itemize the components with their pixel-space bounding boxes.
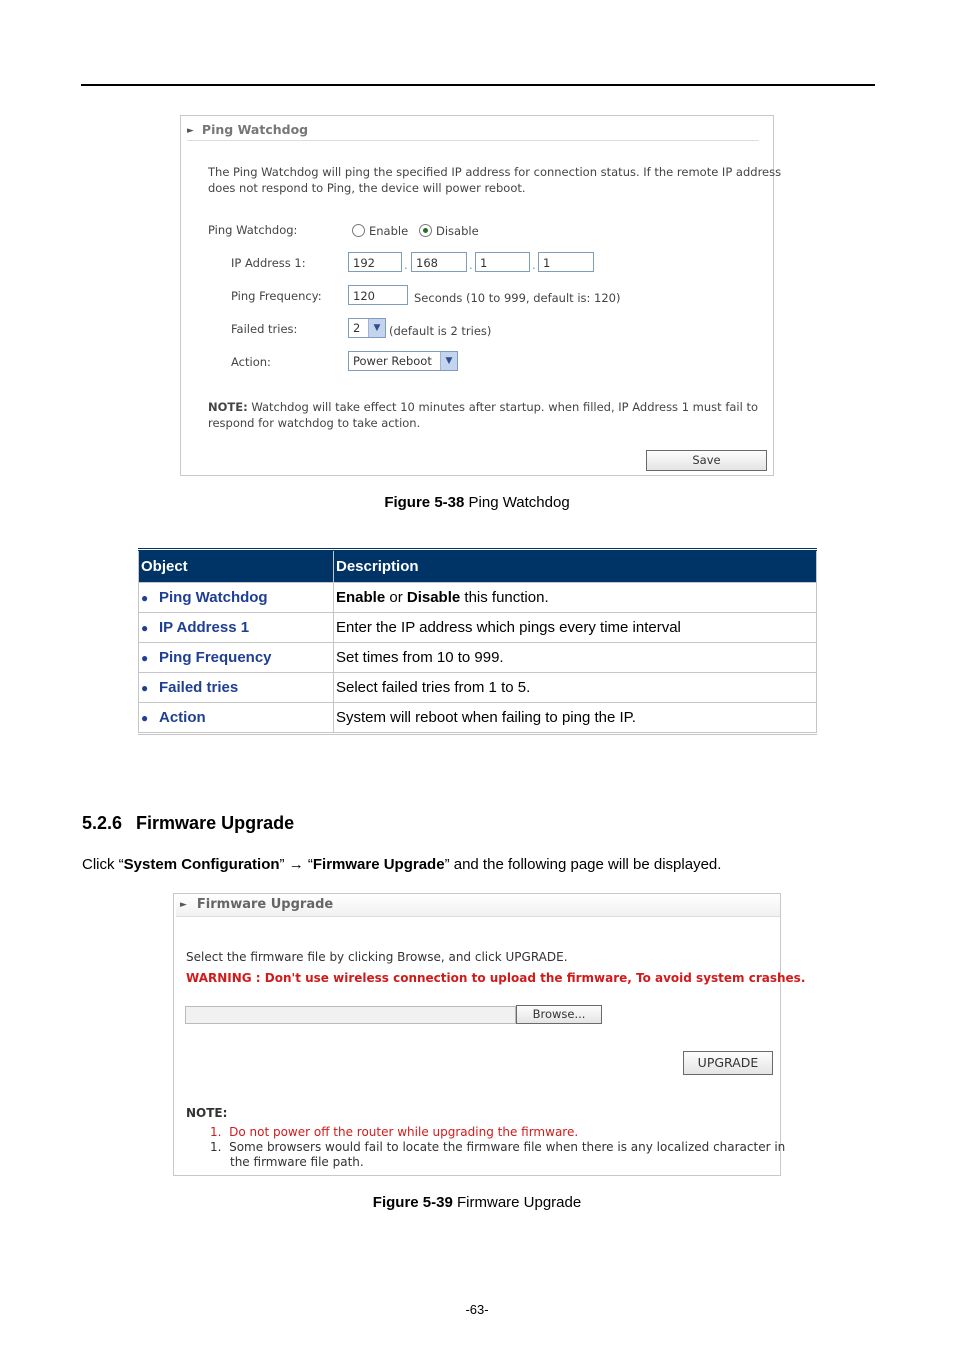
section-heading: 5.2.6 Firmware Upgrade bbox=[82, 813, 295, 833]
triangle-right-icon: ► bbox=[180, 900, 187, 910]
triangle-right-icon: ► bbox=[187, 126, 194, 136]
ip-dot: . bbox=[404, 258, 408, 272]
ip-octet-1-input[interactable]: 192 bbox=[348, 252, 402, 272]
chevron-down-icon: ▼ bbox=[368, 319, 385, 337]
description-line-2: does not respond to Ping, the device will power reboot. bbox=[208, 181, 526, 195]
ping-watchdog-panel bbox=[180, 115, 782, 476]
table-row: ● Action System will reboot when failing to ping the IP. bbox=[139, 703, 817, 734]
note-title: NOTE: bbox=[186, 1106, 228, 1120]
radio-selected-icon bbox=[419, 224, 432, 237]
failed-hint: (default is 2 tries) bbox=[389, 324, 492, 338]
watchdog-label: Ping Watchdog: bbox=[208, 223, 298, 237]
table-row: ● Ping Frequency Set times from 10 to 999. bbox=[139, 643, 817, 673]
description-line-1: The Ping Watchdog will ping the specified IP address for connection status. If the remote IP address bbox=[208, 165, 782, 179]
header-rule bbox=[81, 84, 875, 86]
note-item-1: 1. Do not power off the router while upgrading the firmware. bbox=[210, 1125, 579, 1139]
failed-tries-select[interactable]: 2 ▼ bbox=[348, 318, 386, 338]
ip-octet-2-input[interactable]: 168 bbox=[411, 252, 467, 272]
bullet-icon: ● bbox=[141, 651, 149, 665]
disable-radio[interactable]: Disable bbox=[419, 224, 479, 238]
object-description-table bbox=[138, 548, 817, 735]
table-header-row bbox=[139, 550, 817, 583]
enable-radio[interactable]: Enable bbox=[352, 224, 408, 238]
note-line-1: NOTE: Watchdog will take effect 10 minutes after startup. when filled, IP Address 1 must fail to bbox=[208, 400, 759, 414]
page-number: -63- bbox=[465, 1302, 489, 1317]
ip-octet-3-input[interactable]: 1 bbox=[475, 252, 530, 272]
ip-octet-4-input[interactable]: 1 bbox=[538, 252, 594, 272]
note-item-2: 1. Some browsers would fail to locate the firmware file when there is any localized character in bbox=[210, 1140, 786, 1154]
header-object: Object bbox=[139, 550, 334, 583]
ping-frequency-input[interactable]: 120 bbox=[348, 285, 408, 305]
note-line-2: respond for watchdog to take action. bbox=[208, 416, 421, 430]
warning-text: WARNING : Don't use wireless connection to upload the firmware, To avoid system crashes. bbox=[186, 971, 806, 985]
ip-dot: . bbox=[532, 258, 536, 272]
chevron-down-icon: ▼ bbox=[440, 352, 457, 370]
instruction-paragraph: Click “System Configuration” → “Firmware Upgrade” and the following page will be displayed. bbox=[82, 856, 722, 873]
failed-label: Failed tries: bbox=[231, 322, 298, 336]
panel-title: ► Firmware Upgrade bbox=[176, 894, 780, 917]
firmware-upgrade-panel bbox=[173, 893, 806, 1176]
bullet-icon: ● bbox=[141, 711, 149, 725]
freq-label: Ping Frequency: bbox=[231, 289, 322, 303]
browse-button[interactable]: Browse... bbox=[516, 1005, 602, 1024]
ip-label: IP Address 1: bbox=[231, 256, 306, 270]
figure-caption-5-38: Figure 5-38 Ping Watchdog bbox=[384, 494, 570, 511]
ip-dot: . bbox=[469, 258, 473, 272]
upgrade-button[interactable]: UPGRADE bbox=[683, 1051, 773, 1075]
note-item-2-continued: the firmware file path. bbox=[230, 1155, 364, 1169]
action-select[interactable]: Power Reboot ▼ bbox=[348, 351, 458, 371]
table-row: ● Failed tries Select failed tries from 1 to 5. bbox=[139, 673, 817, 703]
firmware-file-input[interactable] bbox=[185, 1006, 516, 1024]
panel-title: ► Ping Watchdog bbox=[187, 122, 759, 141]
bullet-icon: ● bbox=[141, 621, 149, 635]
freq-hint: Seconds (10 to 999, default is: 120) bbox=[414, 291, 621, 305]
header-description: Description bbox=[334, 550, 817, 583]
table-row: ● Ping Watchdog Enable or Disable this function. bbox=[139, 583, 817, 613]
action-label: Action: bbox=[231, 355, 271, 369]
bullet-icon: ● bbox=[141, 681, 149, 695]
table-row: ● IP Address 1 Enter the IP address which pings every time interval bbox=[139, 613, 817, 643]
radio-icon bbox=[352, 224, 365, 237]
upgrade-instruction: Select the firmware file by clicking Browse, and click UPGRADE. bbox=[186, 950, 568, 964]
figure-caption-5-39: Figure 5-39 Firmware Upgrade bbox=[372, 1194, 582, 1211]
bullet-icon: ● bbox=[141, 591, 149, 605]
save-button[interactable]: Save bbox=[646, 450, 767, 471]
